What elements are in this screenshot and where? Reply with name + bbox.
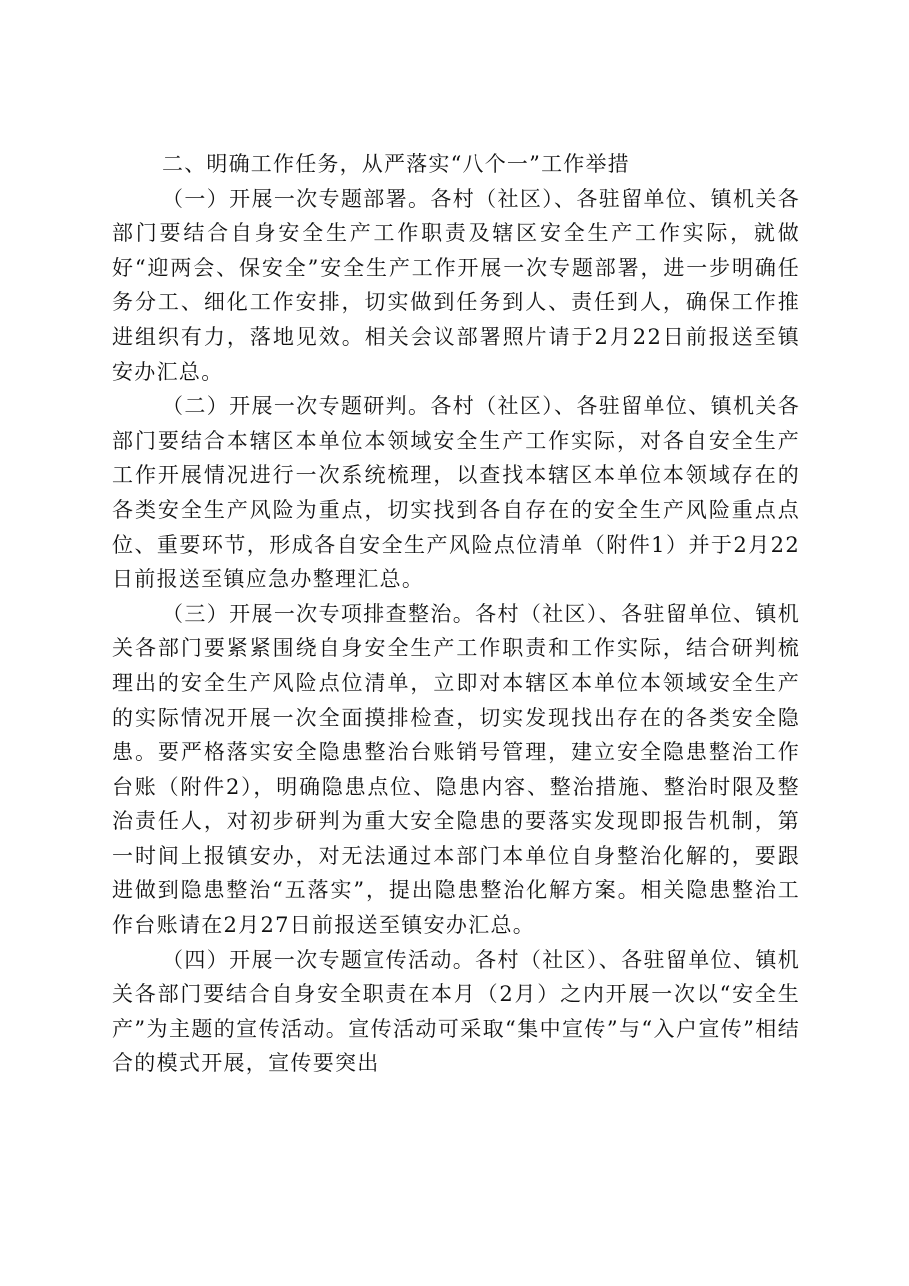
- paragraph-3: （三）开展一次专项排查整治。各村（社区）、各驻留单位、镇机关各部门要紧紧围绕自身安全生产工作职责和工作实际，结合研判梳理出的安全生产风险点位清单，立即对本辖区本单位本领域安全生产的实际情况开展一次全面摸排检查，切实发现找出存在的各类安全隐患。要严格落实安全隐患整治台账销号管理，建立安全隐患整治工作台账（附件2），明确隐患点位、隐患内容、整治措施、整治时限及整治责任人，对初步研判为重大安全隐患的要落实发现即报告机制，第一时间上报镇安办，对无法通过本部门本单位自身整治化解的，要跟进做到隐患整治“五落实”，提出隐患整治化解方案。相关隐患整治工作台账请在2月27日前报送至镇安办汇总。: [112, 601, 800, 938]
- section-heading: 二、明确工作任务，从严落实“八个一”工作举措: [162, 152, 630, 176]
- paragraph-1: （一）开展一次专题部署。各村（社区）、各驻留单位、镇机关各部门要结合自身安全生产工作职责及辖区安全生产工作实际，就做好“迎两会、保安全”安全生产工作开展一次专题部署，进一步明确任务分工、细化工作安排，切实做到任务到人、责任到人，确保工作推进组织有力，落地见效。相关会议部署照片请于2月22日前报送至镇安办汇总。: [112, 186, 800, 384]
- paragraph-4: （四）开展一次专题宣传活动。各村（社区）、各驻留单位、镇机关各部门要结合自身安全职责在本月（2月）之内开展一次以“安全生产”为主题的宣传活动。宣传活动可采取“集中宣传”与“入户宣传”相结合的模式开展，宣传要突出: [112, 947, 800, 1076]
- document-body: [112, 147, 800, 1081]
- paragraph-2: （二）开展一次专题研判。各村（社区）、各驻留单位、镇机关各部门要结合本辖区本单位本领域安全生产工作实际，对各自安全生产工作开展情况进行一次系统梳理，以查找本辖区本单位本领域存在的各类安全生产风险为重点，切实找到各自存在的安全生产风险重点点位、重要环节，形成各自安全生产风险点位清单（附件1）并于2月22日前报送至镇应急办整理汇总。: [112, 394, 800, 592]
